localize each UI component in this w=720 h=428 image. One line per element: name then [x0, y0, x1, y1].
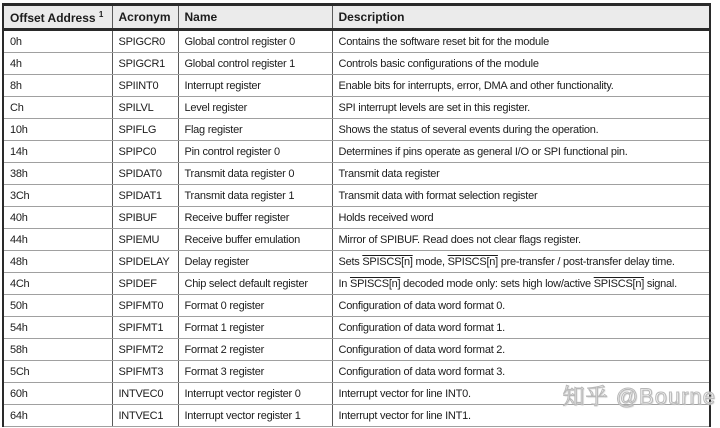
- cell-name: Global control register 1: [178, 53, 332, 75]
- cell-offset: 44h: [3, 229, 112, 251]
- table-row: [3, 141, 710, 163]
- cell-acronym: SPIBUF: [112, 207, 178, 229]
- cell-acronym: SPIFMT3: [112, 361, 178, 383]
- cell-description: Configuration of data word format 1.: [332, 317, 710, 339]
- column-header-description: [332, 5, 710, 30]
- cell-offset: 38h: [3, 163, 112, 185]
- cell-acronym: INTVEC1: [112, 405, 178, 427]
- spi-register-table: [2, 3, 711, 427]
- column-header-label: Name: [184, 10, 218, 24]
- cell-description: Sets SPISCS[n] mode, SPISCS[n] pre-transfer / post-transfer delay time.: [332, 251, 710, 273]
- table-row: [3, 251, 710, 273]
- footnote-marker: 1: [98, 9, 104, 19]
- column-header-acronym: [112, 5, 178, 30]
- cell-description: Shows the status of several events during the operation.: [332, 119, 710, 141]
- cell-name: Flag register: [178, 119, 332, 141]
- table-row: [3, 119, 710, 141]
- cell-name: Global control register 0: [178, 30, 332, 53]
- cell-name: Format 3 register: [178, 361, 332, 383]
- cell-offset: 58h: [3, 339, 112, 361]
- cell-name: Interrupt vector register 1: [178, 405, 332, 427]
- cell-description: Configuration of data word format 2.: [332, 339, 710, 361]
- cell-name: Transmit data register 0: [178, 163, 332, 185]
- table-row: [3, 361, 710, 383]
- cell-description: Determines if pins operate as general I/O or SPI functional pin.: [332, 141, 710, 163]
- table-row: [3, 163, 710, 185]
- cell-description: Configuration of data word format 0.: [332, 295, 710, 317]
- cell-acronym: INTVEC0: [112, 383, 178, 405]
- active-low-signal: SPISCS[n]: [447, 255, 498, 268]
- column-header-label: Offset Address: [10, 10, 99, 25]
- cell-acronym: SPIGCR0: [112, 30, 178, 53]
- cell-description: Transmit data with format selection register: [332, 185, 710, 207]
- cell-offset: 54h: [3, 317, 112, 339]
- cell-acronym: SPIDAT1: [112, 185, 178, 207]
- cell-description: SPI interrupt levels are set in this register.: [332, 97, 710, 119]
- cell-description: Mirror of SPIBUF. Read does not clear flags register.: [332, 229, 710, 251]
- cell-name: Receive buffer register: [178, 207, 332, 229]
- cell-name: Delay register: [178, 251, 332, 273]
- cell-description: Holds received word: [332, 207, 710, 229]
- table-row: [3, 229, 710, 251]
- table-header: [3, 5, 710, 30]
- cell-name: Interrupt vector register 0: [178, 383, 332, 405]
- cell-name: Format 1 register: [178, 317, 332, 339]
- cell-name: Level register: [178, 97, 332, 119]
- cell-name: Transmit data register 1: [178, 185, 332, 207]
- cell-description: In SPISCS[n] decoded mode only: sets high low/active SPISCS[n] signal.: [332, 273, 710, 295]
- cell-description: Interrupt vector for line INT1.: [332, 405, 710, 427]
- cell-name: Pin control register 0: [178, 141, 332, 163]
- cell-description: Enable bits for interrupts, error, DMA and other functionality.: [332, 75, 710, 97]
- cell-acronym: SPIDELAY: [112, 251, 178, 273]
- table-row: [3, 405, 710, 427]
- cell-offset: 40h: [3, 207, 112, 229]
- table-row: [3, 383, 710, 405]
- cell-description: Controls basic configurations of the module: [332, 53, 710, 75]
- cell-offset: 0h: [3, 30, 112, 53]
- cell-offset: 60h: [3, 383, 112, 405]
- cell-offset: 4Ch: [3, 273, 112, 295]
- cell-offset: 48h: [3, 251, 112, 273]
- cell-acronym: SPIFMT1: [112, 317, 178, 339]
- cell-acronym: SPIINT0: [112, 75, 178, 97]
- cell-name: Interrupt register: [178, 75, 332, 97]
- cell-acronym: SPIEMU: [112, 229, 178, 251]
- cell-acronym: SPIFLG: [112, 119, 178, 141]
- cell-description: Configuration of data word format 3.: [332, 361, 710, 383]
- cell-acronym: SPILVL: [112, 97, 178, 119]
- active-low-signal: SPISCS[n]: [362, 255, 413, 268]
- table-row: [3, 295, 710, 317]
- cell-acronym: SPIFMT0: [112, 295, 178, 317]
- table-body: [3, 30, 710, 427]
- cell-acronym: SPIPC0: [112, 141, 178, 163]
- cell-offset: 50h: [3, 295, 112, 317]
- cell-name: Chip select default register: [178, 273, 332, 295]
- cell-offset: 8h: [3, 75, 112, 97]
- table-row: [3, 53, 710, 75]
- cell-description: Contains the software reset bit for the module: [332, 30, 710, 53]
- cell-offset: 64h: [3, 405, 112, 427]
- column-header-offset-address: [3, 5, 112, 30]
- cell-description: Interrupt vector for line INT0.: [332, 383, 710, 405]
- table-row: [3, 75, 710, 97]
- column-header-label: Acronym: [118, 10, 171, 24]
- cell-name: Receive buffer emulation: [178, 229, 332, 251]
- active-low-signal: SPISCS[n]: [593, 277, 645, 290]
- zhihu-watermark: 知乎 @Bourne: [562, 384, 716, 409]
- table-row: [3, 273, 710, 295]
- cell-offset: 3Ch: [3, 185, 112, 207]
- cell-offset: 4h: [3, 53, 112, 75]
- table-row: [3, 30, 710, 53]
- cell-offset: 14h: [3, 141, 112, 163]
- cell-acronym: SPIGCR1: [112, 53, 178, 75]
- cell-name: Format 0 register: [178, 295, 332, 317]
- cell-offset: 5Ch: [3, 361, 112, 383]
- cell-acronym: SPIFMT2: [112, 339, 178, 361]
- cell-acronym: SPIDAT0: [112, 163, 178, 185]
- column-header-name: [178, 5, 332, 30]
- table-row: [3, 207, 710, 229]
- cell-name: Format 2 register: [178, 339, 332, 361]
- table-row: [3, 339, 710, 361]
- table-row: [3, 185, 710, 207]
- cell-acronym: SPIDEF: [112, 273, 178, 295]
- active-low-signal: SPISCS[n]: [349, 277, 401, 290]
- header-row: [3, 5, 710, 30]
- cell-offset: 10h: [3, 119, 112, 141]
- table-row: [3, 97, 710, 119]
- cell-description: Transmit data register: [332, 163, 710, 185]
- cell-offset: Ch: [3, 97, 112, 119]
- table-row: [3, 317, 710, 339]
- column-header-label: Description: [338, 10, 405, 24]
